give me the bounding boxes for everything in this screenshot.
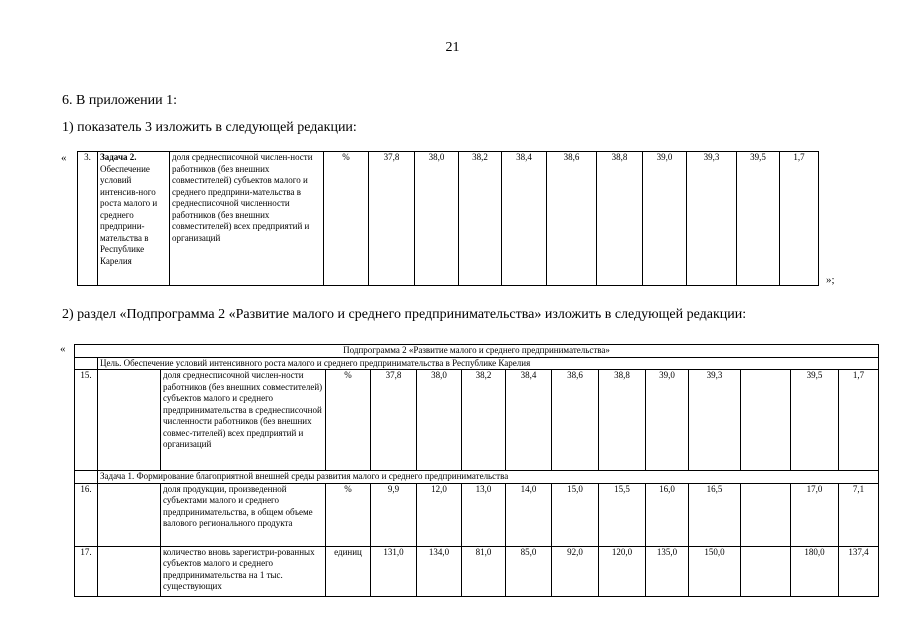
goal-text: Цель. Обеспечение условий интенсивного роста малого и среднего предпринимательства в Республике Карелия bbox=[98, 357, 879, 370]
value-cell: 131,0 bbox=[371, 546, 417, 596]
task-row bbox=[75, 471, 879, 484]
value-cell: 39,0 bbox=[646, 370, 689, 471]
unit-cell: % bbox=[326, 370, 371, 471]
section-header-row bbox=[75, 345, 879, 358]
value-cell: 85,0 bbox=[506, 546, 552, 596]
value-cell: 38,8 bbox=[597, 152, 643, 286]
empty-cell bbox=[741, 483, 791, 546]
empty-cell bbox=[98, 483, 161, 546]
value-cell: 1,7 bbox=[780, 152, 819, 286]
value-cell: 1,7 bbox=[839, 370, 879, 471]
indicator-name: доля среднесписочной числен-ности работников (без внешних совместителей) субъектов малого и среднего предпринимательства в среднесписочной численности работников (без внешних совмес-тителей) всех предприятий и организаций bbox=[161, 370, 326, 471]
goal-row bbox=[75, 357, 879, 370]
row-number: 16. bbox=[75, 483, 98, 546]
value-cell: 14,0 bbox=[506, 483, 552, 546]
indicator-name: количество вновь зарегистри-рованных субъектов малого и среднего предпринимательства на 1 тыс. существующих bbox=[161, 546, 326, 596]
empty-cell bbox=[75, 471, 98, 484]
value-cell: 39,5 bbox=[791, 370, 839, 471]
task-title: Задача 2. bbox=[100, 152, 137, 162]
indicator-name: доля продукции, произведенной субъектами малого и среднего предпринимательства, в общем объеме валового регионального продукта bbox=[161, 483, 326, 546]
value-cell: 9,9 bbox=[371, 483, 417, 546]
empty-cell bbox=[98, 546, 161, 596]
value-cell: 37,8 bbox=[369, 152, 415, 286]
intro-paragraph: 6. В приложении 1: bbox=[62, 93, 178, 108]
value-cell: 150,0 bbox=[689, 546, 741, 596]
value-cell: 92,0 bbox=[552, 546, 599, 596]
task-text: Задача 1. Формирование благоприятной внешней среды развития малого и среднего предпринимательства bbox=[98, 471, 879, 484]
value-cell: 38,0 bbox=[415, 152, 459, 286]
value-cell: 37,8 bbox=[371, 370, 417, 471]
value-cell: 13,0 bbox=[462, 483, 506, 546]
row-number: 17. bbox=[75, 546, 98, 596]
subprogram-2-table bbox=[74, 344, 879, 597]
unit-cell: % bbox=[324, 152, 369, 286]
unit-cell: единиц bbox=[326, 546, 371, 596]
value-cell: 135,0 bbox=[646, 546, 689, 596]
value-cell: 38,2 bbox=[462, 370, 506, 471]
value-cell: 39,0 bbox=[643, 152, 687, 286]
value-cell: 38,8 bbox=[599, 370, 646, 471]
value-cell: 38,2 bbox=[459, 152, 502, 286]
section-title: Подпрограмма 2 «Развитие малого и среднего предпринимательства» bbox=[75, 345, 879, 358]
value-cell: 120,0 bbox=[599, 546, 646, 596]
item-1-paragraph: 1) показатель 3 изложить в следующей редакции: bbox=[62, 120, 357, 135]
table-row bbox=[78, 152, 819, 286]
empty-cell bbox=[741, 370, 791, 471]
value-cell: 38,6 bbox=[547, 152, 597, 286]
value-cell: 7,1 bbox=[839, 483, 879, 546]
value-cell: 38,6 bbox=[552, 370, 599, 471]
close-quote-1: »; bbox=[826, 274, 835, 286]
value-cell: 15,0 bbox=[552, 483, 599, 546]
value-cell: 12,0 bbox=[417, 483, 462, 546]
task-cell bbox=[98, 152, 170, 286]
value-cell: 39,3 bbox=[687, 152, 737, 286]
open-quote-2: « bbox=[60, 343, 66, 355]
value-cell: 38,0 bbox=[417, 370, 462, 471]
value-cell: 38,4 bbox=[502, 152, 547, 286]
value-cell: 81,0 bbox=[462, 546, 506, 596]
unit-cell: % bbox=[326, 483, 371, 546]
page-number: 21 bbox=[445, 40, 460, 55]
row-number: 3. bbox=[78, 152, 98, 286]
value-cell: 39,5 bbox=[737, 152, 780, 286]
value-cell: 16,0 bbox=[646, 483, 689, 546]
value-cell: 134,0 bbox=[417, 546, 462, 596]
indicator-name: доля среднесписочной числен-ности работников (без внешних совместителей) субъектов малого и среднего предприни-мательства в среднесписочной численности работников (без внешних совместителей) всех предприятий и организаций bbox=[170, 152, 324, 286]
table-row bbox=[75, 546, 879, 596]
value-cell: 39,3 bbox=[689, 370, 741, 471]
value-cell: 180,0 bbox=[791, 546, 839, 596]
empty-cell bbox=[98, 370, 161, 471]
value-cell: 137,4 bbox=[839, 546, 879, 596]
value-cell: 15,5 bbox=[599, 483, 646, 546]
indicator-3-table bbox=[77, 151, 819, 286]
value-cell: 38,4 bbox=[506, 370, 552, 471]
table-row bbox=[75, 483, 879, 546]
value-cell: 17,0 bbox=[791, 483, 839, 546]
open-quote-1: « bbox=[61, 152, 67, 164]
task-body: Обеспечение условий интенсив-ного роста малого и среднего предприни-мательства в Республике Карелия bbox=[100, 163, 158, 266]
value-cell: 16,5 bbox=[689, 483, 741, 546]
item-2-paragraph: 2) раздел «Подпрограмма 2 «Развитие малого и среднего предпринимательства» изложить в следующей редакции: bbox=[62, 307, 747, 322]
row-number: 15. bbox=[75, 370, 98, 471]
empty-cell bbox=[75, 357, 98, 370]
empty-cell bbox=[741, 546, 791, 596]
table-row bbox=[75, 370, 879, 471]
